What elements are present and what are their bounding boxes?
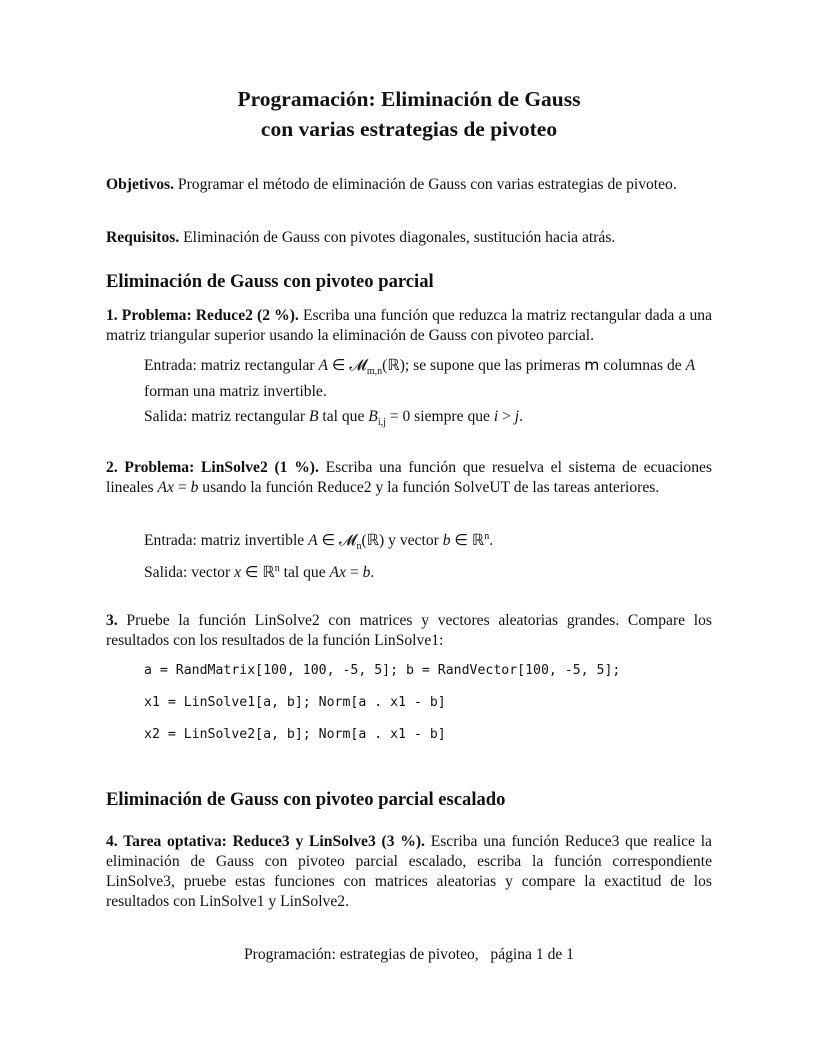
math-x-in-Rn: x ∈ ℝ$^n$ <box>234 563 280 582</box>
problem-2-input-text-a: Entrada: matriz invertible <box>144 532 309 550</box>
problem-1-input-text-a: Entrada: matriz rectangular <box>144 357 319 374</box>
problem-4-text: Escriba una función Reduce3 que realice la eliminación de Gauss con pivoteo parcial escalado, escriba la función correspondiente LinSolve3, pruebe estas funciones con matrices aleatorias y compare la exactitud de los resultados con LinSolve1 y LinSolve2. <box>106 833 712 910</box>
title-line-1: Programación: Eliminación de Gauss <box>237 87 581 111</box>
problem-1-label: 1. Problema: Reduce2 (2 %). <box>106 307 299 324</box>
math-Ax-eq-b-2: Ax = b. <box>329 564 375 582</box>
math-A: A <box>685 357 696 374</box>
problem-2-input <box>144 527 712 557</box>
problem-1-input <box>144 356 712 402</box>
math-A-in-M-mn: A ∈ 𝓜$_{m,n}$(ℝ) <box>318 357 405 378</box>
problem-1-output <box>144 407 712 433</box>
problem-2-output-text-a: Salida: vector <box>144 564 235 582</box>
objetivos-text: Programar el método de eliminación de Gauss con varias estrategias de pivoteo. <box>174 176 677 193</box>
footer-left: Programación: estrategias de pivoteo, <box>244 946 479 963</box>
code-line-3: x2 = LinSolve2[a, b]; Norm[a . x1 - b] <box>144 727 446 742</box>
section-heading-scaled-partial-pivoting: Eliminación de Gauss con pivoteo parcial escalado <box>106 789 506 810</box>
math-i-gt-j: i > j. <box>493 408 524 425</box>
problem-2-output <box>144 559 712 583</box>
problem-3-text: Pruebe la función LinSolve2 con matrices y vectores aleatorias grandes. Compare los resultados con los resultados de la función LinSolve1: <box>106 612 712 649</box>
problem-1-output-text-b: tal que <box>318 408 369 425</box>
requisitos-text: Eliminación de Gauss con pivotes diagonales, sustitución hacia atrás. <box>179 229 616 246</box>
problem-2-text-a: Escriba una función que resuelva el sistema de ecuaciones lineales <box>106 459 712 496</box>
requisitos-paragraph <box>106 228 712 248</box>
requisitos-label: Requisitos. <box>106 229 180 246</box>
document-title <box>106 84 712 144</box>
problem-2-label: 2. Problema: LinSolve2 (1 %). <box>106 459 319 476</box>
math-B: B <box>308 408 319 425</box>
objetivos-label: Objetivos. <box>106 176 175 193</box>
problem-2-paragraph <box>106 458 712 498</box>
problem-4-paragraph <box>106 832 712 912</box>
problem-1-output-text-c: siempre que <box>410 408 494 425</box>
problem-2-text-b: usando la función Reduce2 y la función SolveUT de las tareas anteriores. <box>198 479 660 496</box>
code-line-2: x1 = LinSolve1[a, b]; Norm[a . x1 - b] <box>144 695 446 710</box>
math-Bij-eq-0: $B_{i,j} = 0$ <box>368 408 411 429</box>
math-b-in-Rn: b ∈ ℝ$^n$. <box>442 531 494 550</box>
math-A-in-Mn: A ∈ 𝓜$_n$(ℝ) <box>308 532 385 553</box>
footer-page-number: página 1 de 1 <box>490 946 574 963</box>
problem-4-label: 4. Tarea optativa: Reduce3 y LinSolve3 (3 %). <box>106 833 425 850</box>
math-Ax-eq-b: Ax = b <box>157 479 199 496</box>
problem-1-input-text-b: ; se supone que las primeras <box>404 357 585 374</box>
problem-1-output-text-a: Salida: matriz rectangular <box>144 408 309 425</box>
problem-1-text: Escriba una función que reduzca la matriz rectangular dada a una matriz triangular superior usando la eliminación de Gauss con pivoteo parcial. <box>106 307 713 344</box>
problem-1-input-text-c: columnas de <box>599 357 686 374</box>
problem-3-paragraph <box>106 611 712 651</box>
title-line-2: con varias estrategias de pivoteo <box>260 117 558 141</box>
objetivos-paragraph <box>106 175 712 195</box>
math-m: 𝗆 <box>584 357 600 374</box>
page-footer <box>106 945 712 965</box>
problem-1-paragraph <box>106 306 712 346</box>
problem-3-label: 3. <box>106 612 118 629</box>
problem-2-input-text-b: y vector <box>384 532 443 550</box>
problem-1-input-text-d: forman una matriz invertible. <box>144 383 327 401</box>
problem-2-output-text-b: tal que <box>279 564 330 582</box>
code-line-1: a = RandMatrix[100, 100, -5, 5]; b = RandVector[100, -5, 5]; <box>144 663 621 678</box>
section-heading-partial-pivoting: Eliminación de Gauss con pivoteo parcial <box>106 271 434 292</box>
